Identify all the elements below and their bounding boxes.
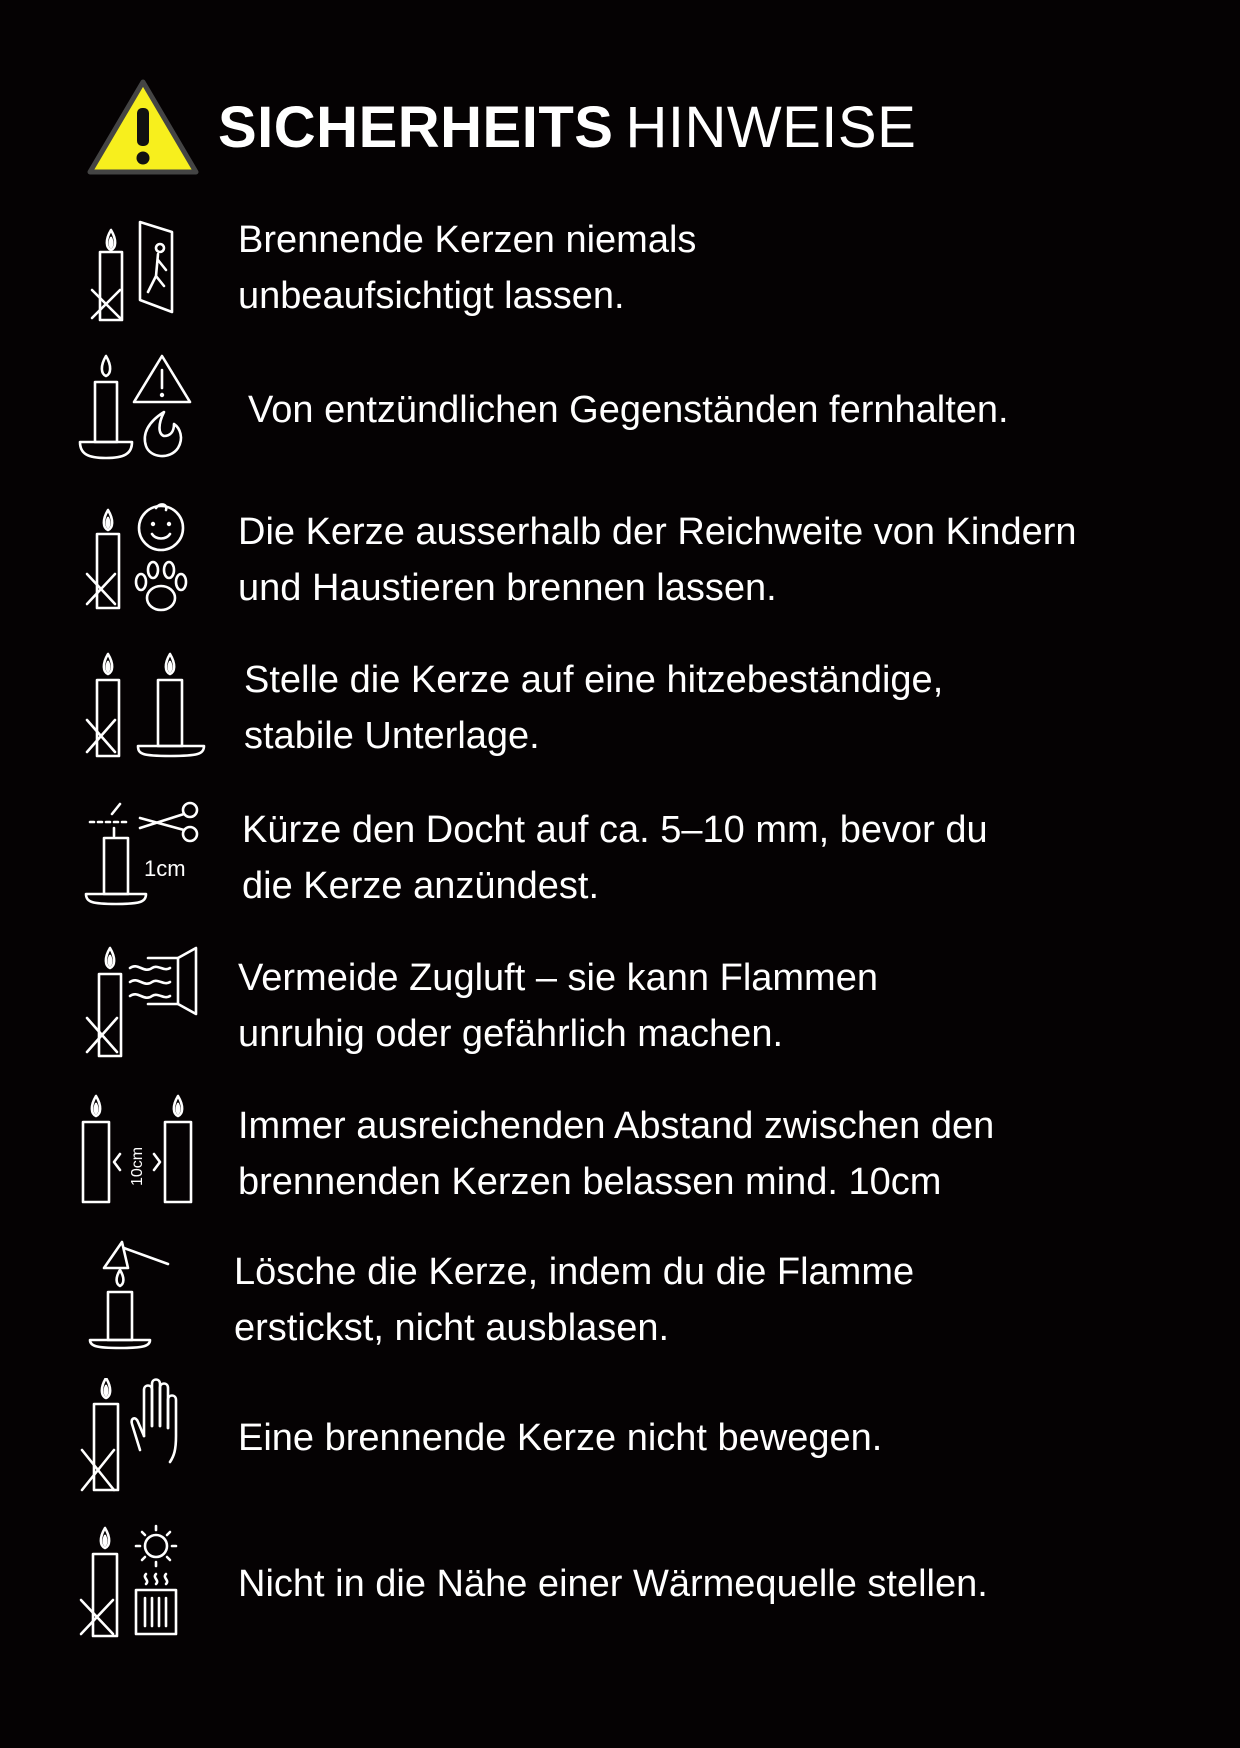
title-light: HINWEISE — [625, 95, 917, 160]
item-text: Lösche die Kerze, indem du die Flamme erstickst, nicht ausblasen. — [234, 1251, 915, 1349]
candle-heat-resistant-base-icon — [78, 648, 208, 768]
title-bold: SICHERHEITS — [218, 95, 614, 160]
list-item — [78, 500, 1198, 620]
item-text: Eine brennende Kerze nicht bewegen. — [238, 1417, 883, 1459]
distance-label: 10cm — [129, 1146, 146, 1186]
candle-do-not-move-icon — [78, 1378, 208, 1498]
wick-trim-icon — [78, 798, 208, 918]
item-text: Stelle die Kerze auf eine hitzebeständige, stabile Unterlage. — [244, 659, 944, 757]
list-item — [78, 648, 1198, 768]
candle-draft-icon — [78, 946, 208, 1066]
list-item — [78, 1094, 1198, 1214]
list-item — [78, 1378, 1198, 1498]
item-text: Vermeide Zugluft – sie kann Flammen unruhig oder gefährlich machen. — [238, 957, 878, 1055]
item-text: Immer ausreichenden Abstand zwischen den brennenden Kerzen belassen mind. 10cm — [238, 1105, 995, 1203]
wick-length-label: 1cm — [144, 856, 186, 881]
list-item — [78, 1240, 1198, 1360]
list-item — [78, 208, 1198, 328]
item-text: Die Kerze ausserhalb der Reichweite von Kindern und Haustieren brennen lassen. — [238, 511, 1077, 609]
candle-flammable-icon — [78, 350, 208, 470]
candle-children-pets-icon — [78, 500, 208, 620]
list-item — [78, 946, 1198, 1066]
candle-unattended-icon — [78, 208, 208, 328]
item-text: Nicht in die Nähe einer Wärmequelle stellen. — [238, 1563, 988, 1605]
header — [84, 76, 1084, 180]
item-text: Kürze den Docht auf ca. 5–10 mm, bevor du die Kerze anzündest. — [242, 809, 988, 907]
list-item — [78, 1524, 1198, 1644]
candle-distance-icon — [78, 1094, 208, 1214]
warning-triangle-icon — [84, 76, 202, 180]
candle-heat-source-icon — [78, 1524, 208, 1644]
list-item — [78, 350, 1198, 470]
page-title — [218, 95, 917, 160]
item-text: Von entzündlichen Gegenständen fernhalten. — [248, 389, 1009, 431]
candle-snuffer-icon — [78, 1240, 208, 1360]
item-text: Brennende Kerzen niemals unbeaufsichtigt lassen. — [238, 219, 697, 317]
list-item — [78, 798, 1198, 918]
